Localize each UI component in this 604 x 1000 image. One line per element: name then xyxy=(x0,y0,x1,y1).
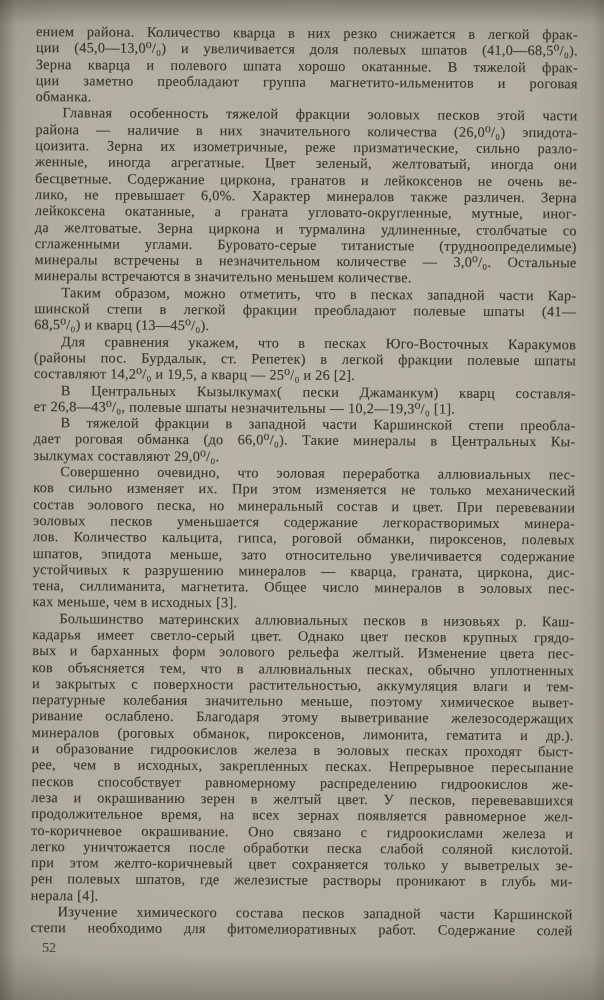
text-line: ков объясняется тем, что в аллювиальных песках, обычно уплотненных xyxy=(32,659,575,679)
text-line: да желтоватые. Зерна циркона и турмалина удлиненные, столбчатые со xyxy=(34,219,577,239)
text-line: нерала [4]. xyxy=(30,887,99,905)
text-line: ков сильно изменяет их. При этом изменяется не только механический xyxy=(33,480,576,500)
text-line: бесцветные. Содержание циркона, гранатов и лейкоксенов не очень ве- xyxy=(35,170,578,190)
text-line: вых и барханных форм эолового рельефа желтый. Изменение цвета пес- xyxy=(32,643,575,663)
text-line: дает роговая обманка (до 66,0⁰/₀). Такие минералы в Центральных Кы- xyxy=(33,431,576,451)
paragraph xyxy=(34,334,576,386)
page-number: 52 xyxy=(42,941,56,956)
text-line: 68,5⁰/₀) и кварц (13—45⁰/₀). xyxy=(34,317,210,335)
text-line: ках меньше, чем в исходных [3]. xyxy=(32,594,238,612)
text-line: шинской степи в легкой фракции преобладают полевые шпаты (41— xyxy=(34,301,577,321)
text-line: Большинство материнских аллювиальных песков в низовьях р. Каш- xyxy=(59,610,575,630)
text-line: степи необходимо для фитомелиоративных работ. Содержание солей xyxy=(30,920,573,940)
page-text xyxy=(30,24,578,940)
text-line: обманка. xyxy=(35,89,92,106)
text-line: Изучение химического состава песков западной части Каршинской xyxy=(57,904,573,924)
text-line: и образование гидроокислов железа в эоловых песках проходят быст- xyxy=(31,741,574,761)
text-line: легко уничтожается после обработки песка слабой соляной кислотой. xyxy=(30,838,574,859)
text-line: сглаженными углами. Буровато-серые титанистые (трудноопределимые) xyxy=(34,235,577,256)
text-line: ции (45,0—13,0⁰/₀) и увеличивается доля полевых шпатов (41,0—68,5⁰/₀). xyxy=(35,40,578,60)
paragraph xyxy=(34,105,577,288)
paragraph xyxy=(36,24,578,109)
text-line: Для сравнения укажем, что в песках Юго-Восточных Каракумов xyxy=(61,333,577,353)
text-line: В тяжелой фракции в западной части Каршинской степи преобла- xyxy=(60,415,576,435)
text-line: рее, чем в исходных, закрепленных песках. Непрерывное пересыпание xyxy=(31,757,574,777)
text-line: ции заметно преобладают группа магнетито-ильменитов и роговая xyxy=(35,72,578,93)
text-line: Совершенно очевидно, что эоловая переработка аллювиальных пес- xyxy=(60,464,576,484)
text-line: минералов (роговых обманок, пироксенов, лимонита, гематита и др.). xyxy=(31,724,574,745)
text-line: цоизита. Зерна их изометричные, реже призматические, сильно разло- xyxy=(35,138,578,158)
text-line: песков способствует равномерному распределению гидроокислов же- xyxy=(31,773,574,793)
text-line: района — наличие в них значительного количества (26,0⁰/₀) эпидота- xyxy=(35,121,578,142)
text-line: Таким образом, можно отметить, что в песках западной части Кар- xyxy=(61,284,577,305)
text-line: продолжительное время, на всех зернах появляется равномерное жел- xyxy=(31,806,574,826)
text-line: минералы встречены в незначительном количестве — 3,0⁰/₀. Остальные xyxy=(34,252,577,272)
text-line: ением района. Количество кварца в них резко снижается в легкой фрак- xyxy=(35,24,578,44)
text-line: минералы встречаются в значительно меньшем количестве. xyxy=(34,268,412,287)
paragraph xyxy=(34,383,576,419)
text-line: лов. Количество кальцита, гипса, роговой обманки, пироксенов, полевых xyxy=(32,529,575,549)
paragraph xyxy=(34,285,576,337)
text-line: ривание ослаблено. Благодаря этому выветривание железосодержащих xyxy=(31,708,574,728)
text-line: лейкоксена окатанные, а граната угловато-округленные, мутные, иног- xyxy=(34,203,577,223)
text-line: (районы пос. Бурдалык, ст. Репетек) в легкой фракции полевые шпаты xyxy=(33,349,576,370)
text-line: то-коричневое окрашивание. Оно связано с гидроокислами железа и xyxy=(31,822,574,842)
paragraph xyxy=(32,464,575,614)
text-line: состав эолового песка, но минеральный состав и цвет. При перевевании xyxy=(33,496,576,516)
text-line: тена, силлиманита, магнетита. Общее число минералов в эоловых пес- xyxy=(32,578,575,598)
paragraph xyxy=(31,611,575,908)
text-line: составляют 14,2⁰/₀ и 19,5, а кварц — 25⁰/₀ и 26 [2]. xyxy=(33,366,356,385)
text-line: леза и окрашиванию зерен в желтый цвет. У песков, перевевавшихся xyxy=(31,789,574,810)
text-line: лико, не превышает 6,0%. Характер минералов также различен. Зерна xyxy=(34,186,577,207)
text-line: пературные колебания значительно меньше, поэтому химическое вывет- xyxy=(31,692,574,712)
text-line: ет 26,8—43⁰/₀, полевые шпаты незначительны — 10,2—19,3⁰/₀ [1]. xyxy=(33,398,456,418)
paragraph xyxy=(33,415,575,467)
text-line: при этом желто-коричневый цвет сохраняется только у выветрелых зе- xyxy=(30,855,573,875)
text-line: устойчивых к разрушению минералов — кварца, граната, циркона, дис- xyxy=(32,561,575,582)
text-line: шпатов, эпидота меньше, зато относительно увеличивается содержание xyxy=(32,545,575,565)
text-line: рен полевых шпатов, где железистые растворы проникают в глубь ми- xyxy=(30,871,573,891)
text-line: кадарья имеет светло-серый цвет. Однако цвет песков крупных грядо- xyxy=(32,626,575,647)
text-line: эоловых песков уменьшается содержание легкорастворимых минера- xyxy=(32,512,576,533)
text-line: женные, иногда агрегатные. Цвет зеленый, желтоватый, иногда они xyxy=(35,154,578,174)
text-line: В Центральных Кызылкумах( пески Джаманкум) кварц составля- xyxy=(60,382,576,402)
text-line: зылкумах составляют 29,0⁰/₀. xyxy=(33,447,220,465)
text-line: Главная особенность тяжелой фракции эоловых песков этой части xyxy=(62,105,578,125)
text-line: и закрытых с поверхности растительностью, аккумуляция влаги и тем- xyxy=(31,675,575,696)
paragraph xyxy=(30,904,572,940)
text-line: Зерна кварца и полевого шпата хорошо окатанные. В тяжелой фрак- xyxy=(35,56,578,76)
